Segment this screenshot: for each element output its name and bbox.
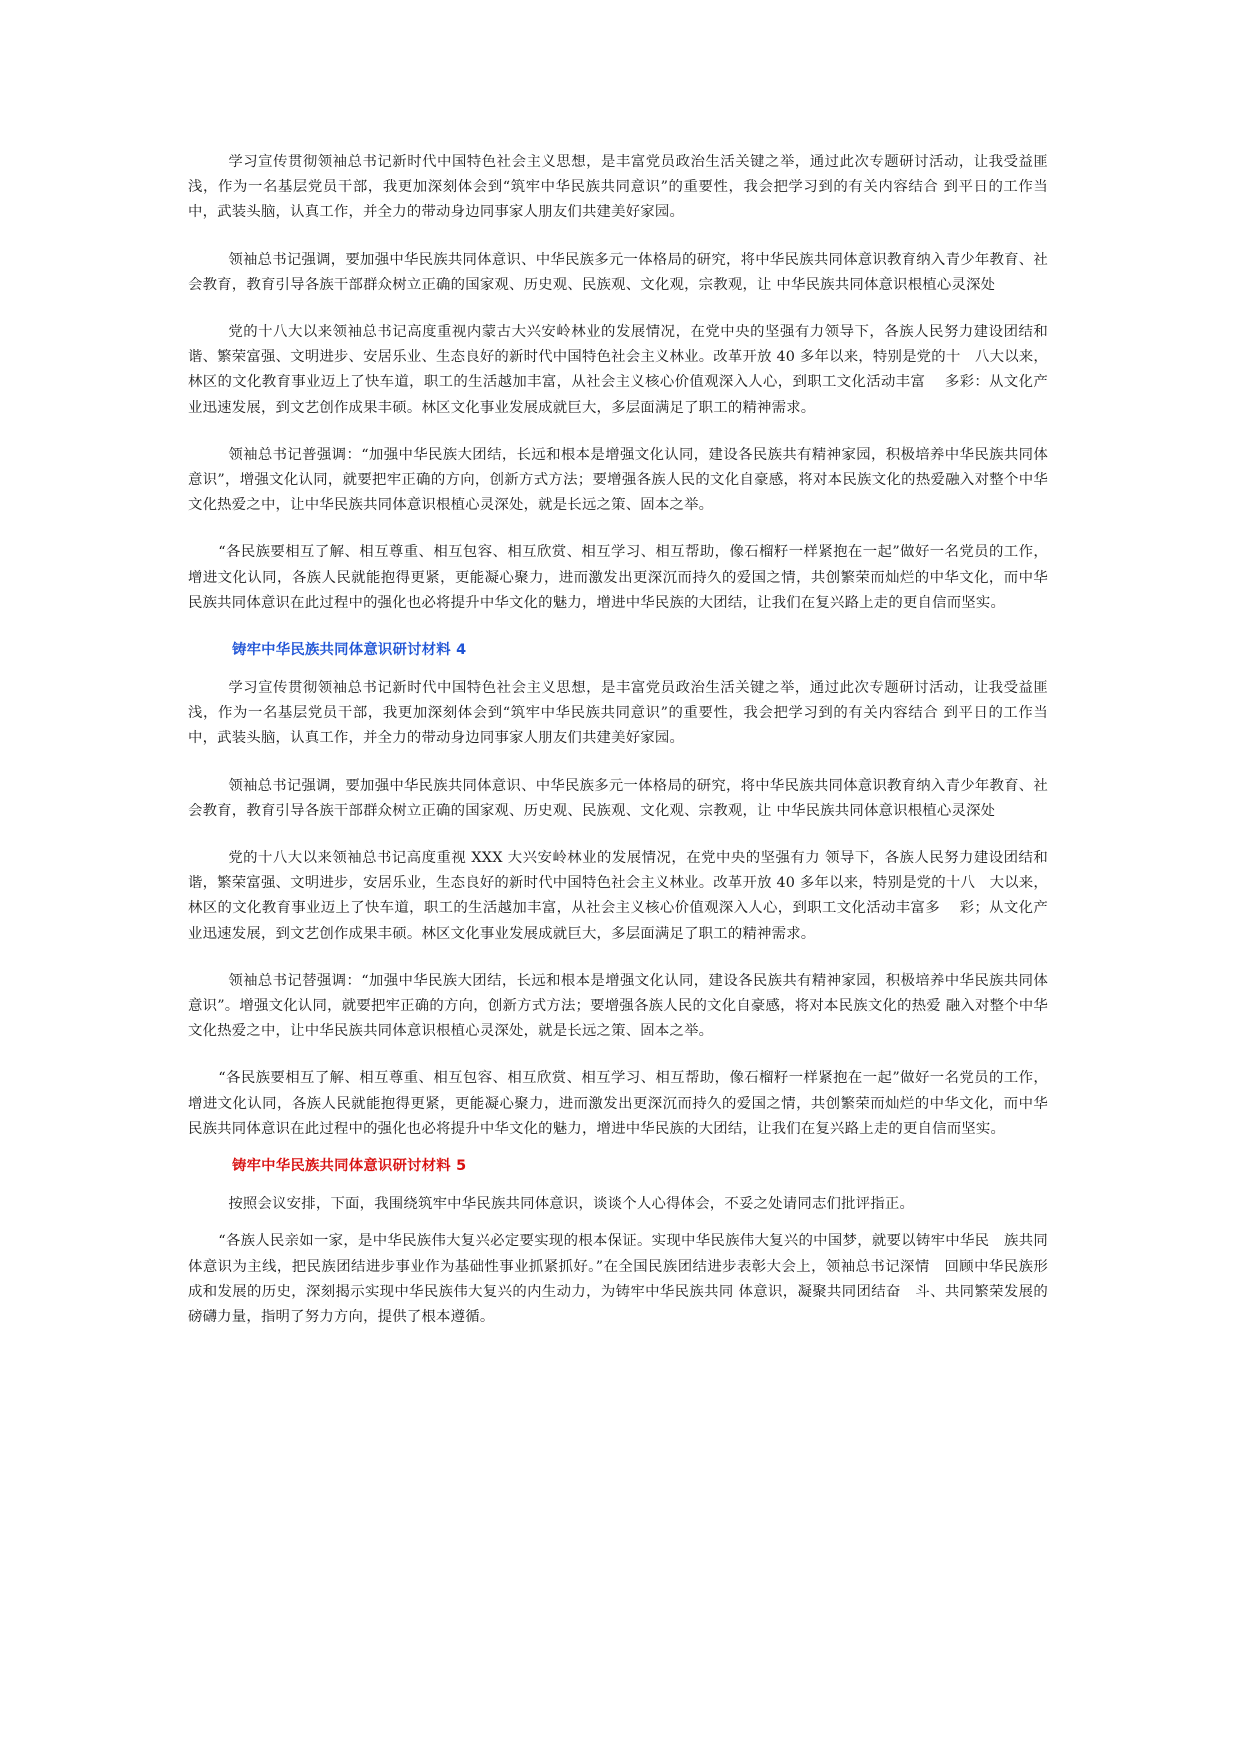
paragraph-pomegranate-seeds: “各民族要相互了解、相互尊重、相互包容、相互欣赏、相互学习、相互帮助，像石榴籽一样紧抱在一起”做好一名党员的工作，增进文化认同，各族人民就能抱得更紧，更能凝心聚力，进而激发出更深沉而持久的爱国之情，共创繁荣而灿烂的中华文化，而中华民族共同体意识在此过程中的强化也必将提升中华文化的魅力，增进中华民族的大团结，让我们在复兴路上走的更自信而坚实。	[188, 1070, 1048, 1137]
paragraph-cultural-identity: 领袖总书记普强调：“加强中华民族大团结，长远和根本是增强文化认同，建设各民族共有精神家园，积极培养中华民族共同体意识”，增强文化认同，就要把牢正确的方向，创新方式方法；要增强各族人民的文化自豪感，将对本民族文化的热爱融入对整个中华文化热爱之中，让中华民族共同体意识根植心灵深处，就是长远之策、固本之举。	[188, 446, 1048, 514]
paragraph-cultural-identity: 领袖总书记替强调：“加强中华民族大团结，长远和根本是增强文化认同，建设各民族共有精神家园，积极培养中华民族共同体意识”。增强文化认同，就要把牢正确的方向，创新方式方法；要增强各族人民的文化自豪感，将对本民族文化的热爱 融入对整个中华文化热爱之中，让中华民族共同体意识根植心灵深处，就是长远之策、固本之举。	[188, 972, 1048, 1040]
section-title-material-4: 铸牢中华民族共同体意识研讨材料 4	[232, 642, 467, 659]
paragraph-secretary-emphasis: 领袖总书记强调，要加强中华民族共同体意识、中华民族多元一体格局的研究，将中华民族共同体意识教育纳入青少年教育、社会教育，教育引导各族干部群众树立正确的国家观、历史观、民族观、文化观，宗教观，让 中华民族共同体意识根植心灵深处	[188, 251, 1048, 293]
paragraph-forestry-development: 党的十八大以来领袖总书记高度重视内蒙古大兴安岭林业的发展情况，在党中央的坚强有力领导下，各族人民努力建设团结和谐、繁荣富强、文明进步、安居乐业、生态良好的新时代中国特色社会主义林业。改革开放 40 多年以来，特别是党的十 八大以来，林区的文化教育事业迈上了快车道，职工的生活越加丰富，从社会主义核心价值观深入人心，到职工文化活动丰富 多彩：从文化产业迅速发展，到文艺创作成果丰硕。林区文化事业发展成就巨大，多层面满足了职工的精神需求。	[188, 324, 1048, 416]
paragraph-study-thought: 学习宣传贯彻领袖总书记新时代中国特色社会主义思想，是丰富党员政治生活关键之举，通过此次专题研讨活动，让我受益匪浅，作为一名基层党员干部，我更加深刻体会到“筑牢中华民族共同意识”的重要性，我会把学习到的有关内容结合 到平日的工作当中，武装头脑，认真工作，并全力的带动身边同事家人朋友们共建美好家园。	[188, 154, 1048, 221]
paragraph-pomegranate-seeds: “各民族要相互了解、相互尊重、相互包容、相互欣赏、相互学习、相互帮助，像石榴籽一样紧抱在一起”做好一名党员的工作，增进文化认同，各族人民就能抱得更紧，更能凝心聚力，进而激发出更深沉而持久的爱国之情，共创繁荣而灿烂的中华文化，而中华民族共同体意识在此过程中的强化也必将提升中华文化的魅力，增进中华民族的大团结，让我们在复兴路上走的更自信而坚实。	[188, 544, 1048, 611]
section-title-material-5: 铸牢中华民族共同体意识研讨材料 5	[232, 1158, 467, 1175]
paragraph-meeting-arrangement: 按照会议安排，下面，我围绕筑牢中华民族共同体意识，谈谈个人心得体会，不妥之处请同志们批评指正。	[228, 1196, 915, 1213]
paragraph-study-thought: 学习宣传贯彻领袖总书记新时代中国特色社会主义思想，是丰富党员政治生活关键之举，通过此次专题研讨活动，让我受益匪浅，作为一名基层党员干部，我更加深刻体会到“筑牢中华民族共同意识”的重要性，我会把学习到的有关内容结合 到平日的工作当中，武装头脑，认真工作，并全力的带动身边同事家人朋友们共建美好家园。	[188, 680, 1048, 747]
document-page	[188, 150, 1048, 1352]
paragraph-forestry-development: 党的十八大以来领袖总书记高度重视 XXX 大兴安岭林业的发展情况，在党中央的坚强有力 领导下，各族人民努力建设团结和谐，繁荣富强、文明进步，安居乐业，生态良好的新时代中国特色社会主义林业。改革开放 40 多年以来，特别是党的十八 大以来，林区的文化教育事业迈上了快车道，职工的生活越加丰富，从社会主义核心价值观深入人心，到职工文化活动丰富多 彩；从文化产业迅速发展，到文艺创作成果丰硕。林区文化事业发展成就巨大，多层面满足了职工的精神需求。	[188, 850, 1048, 942]
paragraph-national-unity-quote: “各族人民亲如一家，是中华民族伟大复兴必定要实现的根本保证。实现中华民族伟大复兴的中国梦，就要以铸牢中华民 族共同体意识为主线，把民族团结进步事业作为基础性事业抓紧抓好。”在全国民族团结进步表彰大会上，领袖总书记深情 回顾中华民族形成和发展的历史，深刻揭示实现中华民族伟大复兴的内生动力，为铸牢中华民族共同 体意识，凝聚共同团结奋 斗、共同繁荣发展的磅礴力量，指明了努力方向，提供了根本遵循。	[188, 1233, 1048, 1325]
paragraph-secretary-emphasis: 领袖总书记强调，要加强中华民族共同体意识、中华民族多元一体格局的研究，将中华民族共同体意识教育纳入青少年教育、社会教育，教育引导各族干部群众树立正确的国家观、历史观、民族观、文化观、宗教观，让 中华民族共同体意识根植心灵深处	[188, 777, 1048, 819]
